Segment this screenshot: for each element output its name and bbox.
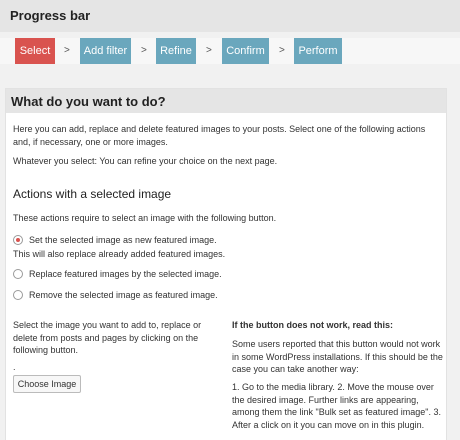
panel-title: What do you want to do? bbox=[11, 94, 166, 109]
step-refine[interactable]: Refine bbox=[156, 38, 196, 64]
fallback-text-2: 1. Go to the media library. 2. Move the mouse over the desired image. Further links are appearing, among them the link "Bulk set as featured image". 3. After a click on it you can move on in this plugin. bbox=[232, 382, 441, 430]
step-separator: > bbox=[206, 45, 212, 56]
step-select[interactable]: Select bbox=[15, 38, 55, 64]
actions-heading: Actions with a selected image bbox=[13, 187, 172, 201]
step-separator: > bbox=[64, 45, 70, 56]
option-set-featured[interactable] bbox=[13, 235, 313, 249]
radio-replace-featured[interactable] bbox=[13, 269, 23, 279]
option-remove-featured[interactable] bbox=[13, 290, 313, 304]
step-separator: > bbox=[279, 45, 285, 56]
step-confirm[interactable]: Confirm bbox=[222, 38, 269, 64]
radio-set-featured[interactable] bbox=[13, 235, 23, 245]
panel-header bbox=[6, 89, 446, 113]
fallback-text-1: Some users reported that this button would not work in some WordPress installations. If this should be the case you can take another way: bbox=[232, 339, 443, 374]
option-label: Remove the selected image as featured image. bbox=[29, 290, 218, 300]
actions-intro: These actions require to select an image with the following button. bbox=[13, 213, 277, 223]
step-separator: > bbox=[141, 45, 147, 56]
step-add-filter[interactable]: Add filter bbox=[80, 38, 131, 64]
progress-bar-title: Progress bar bbox=[10, 8, 91, 23]
radio-remove-featured[interactable] bbox=[13, 290, 23, 300]
refine-note: Whatever you select: You can refine your choice on the next page. bbox=[13, 156, 278, 166]
option-label: Replace featured images by the selected image. bbox=[29, 269, 222, 279]
intro-text: Here you can add, replace and delete featured images to your posts. Select one of the following actions and, if necessary, one or more images. bbox=[13, 124, 426, 147]
option-replace-featured[interactable] bbox=[13, 269, 313, 283]
choose-image-button[interactable]: Choose Image bbox=[13, 375, 81, 393]
action-panel bbox=[5, 88, 447, 440]
option-label: Set the selected image as new featured image. bbox=[29, 235, 217, 245]
option-sublabel: This will also replace already added featured images. bbox=[13, 249, 226, 259]
progress-bar-header bbox=[0, 0, 460, 32]
dot-text: . bbox=[13, 362, 16, 372]
select-hint: Select the image you want to add to, replace or delete from posts and pages by clicking on the following button. bbox=[13, 320, 202, 355]
fallback-heading: If the button does not work, read this: bbox=[232, 320, 393, 330]
step-perform[interactable]: Perform bbox=[294, 38, 342, 64]
step-navigation bbox=[0, 38, 460, 64]
